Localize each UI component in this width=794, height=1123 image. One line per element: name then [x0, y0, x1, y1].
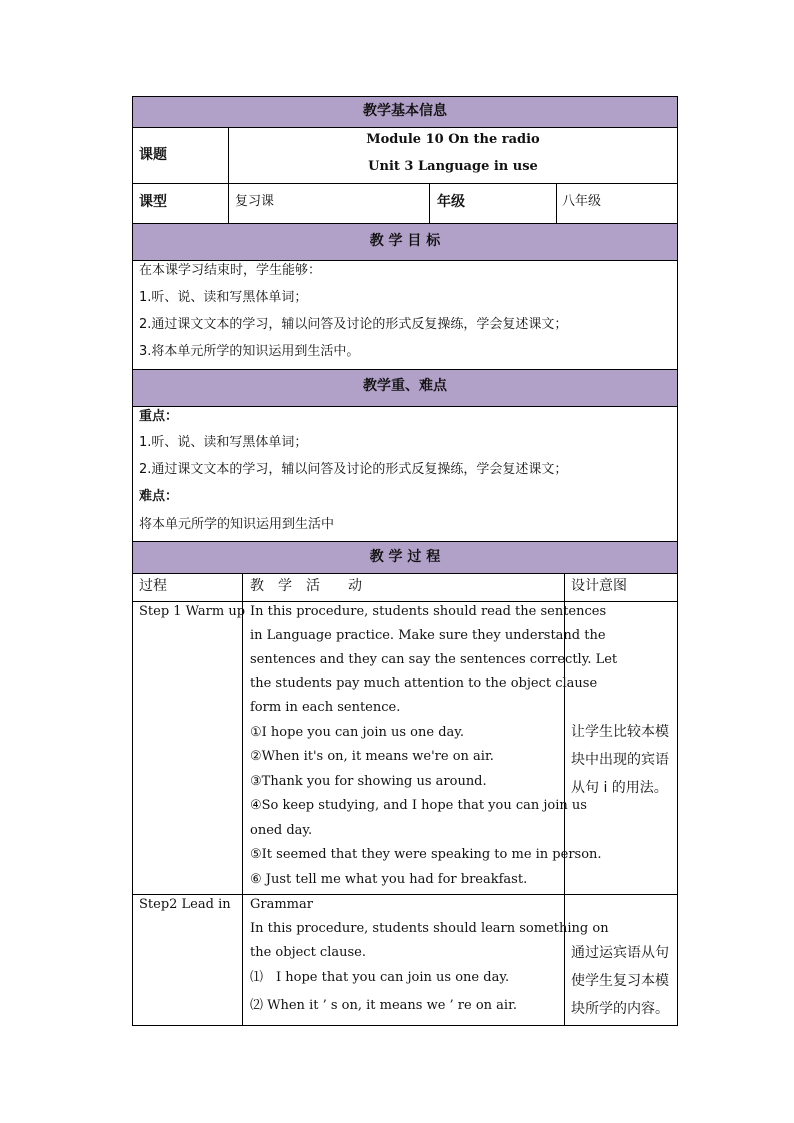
difficult-point-text: 将本单元所学的知识运用到生活中 [139, 517, 335, 532]
lesson-type-value: 复习课 [235, 194, 275, 209]
activity-line: sentences and they can say the sentences correctly. Let [250, 652, 618, 667]
activity-line: In this procedure, students should learn something on [250, 921, 609, 936]
objective-item: 2.通过课文文本的学习，辅以问答及讨论的形式反复操练，学会复述课文； [139, 317, 568, 332]
activity-line: ⑴ I hope that you can join us one day. [250, 970, 510, 985]
topic-label: 课题 [139, 147, 167, 163]
design-intent-line: 通过运宾语从句 [571, 945, 669, 961]
topic-line-1: Module 10 On the radio [366, 132, 540, 147]
process-step: Step 1 Warm up [139, 604, 246, 619]
objectives-intro: 在本课学习结束时，学生能够： [139, 263, 322, 278]
activity-line: oned day. [250, 823, 313, 838]
design-intent-line: 块所学的内容。 [571, 1001, 669, 1017]
key-point-item: 2.通过课文文本的学习，辅以问答及讨论的形式反复操练，学会复述课文； [139, 462, 568, 477]
activity-line: In this procedure, students should read the sentences [250, 604, 607, 619]
topic-line-2: Unit 3 Language in use [368, 159, 538, 174]
activity-line: ④So keep studying, and I hope that you can join us [250, 798, 587, 813]
design-intent-line: 从句 i 的用法。 [571, 780, 668, 796]
section-title-process: 教 学 过 程 [369, 549, 441, 565]
design-intent-line: 使学生复习本模 [571, 973, 669, 989]
section-title-basic-info: 教学基本信息 [363, 103, 447, 119]
process-col-intent: 设计意图 [571, 578, 627, 594]
grade-label: 年级 [437, 194, 465, 210]
objective-item: 1.听、说、读和写黑体单词； [139, 290, 308, 305]
activity-line: the students pay much attention to the object clause [250, 676, 598, 691]
process-col-activity: 教 学 活 动 [250, 578, 362, 594]
activity-line: ⑵ When it ’ s on, it means we ’ re on air. [250, 998, 517, 1013]
activity-line: the object clause. [250, 945, 366, 960]
key-point-item: 1.听、说、读和写黑体单词； [139, 435, 308, 450]
activity-line: ⑤It seemed that they were speaking to me in person. [250, 847, 602, 862]
grade-value: 八年级 [562, 194, 602, 209]
activity-line: ②When it's on, it means we're on air. [250, 749, 494, 764]
process-step: Step2 Lead in [139, 897, 231, 912]
activity-line: ①I hope you can join us one day. [250, 725, 465, 740]
objective-item: 3.将本单元所学的知识运用到生活中。 [139, 344, 360, 359]
activity-line: form in each sentence. [250, 700, 401, 715]
activity-line: in Language practice. Make sure they understand the [250, 628, 606, 643]
activity-line: Grammar [250, 897, 313, 912]
process-col-step: 过程 [139, 578, 167, 594]
key-points-label: 重点： [139, 409, 179, 424]
activity-line: ⑥ Just tell me what you had for breakfast. [250, 872, 528, 887]
activity-line: ③Thank you for showing us around. [250, 774, 487, 789]
section-title-key-points: 教学重、难点 [363, 378, 447, 394]
difficult-points-label: 难点： [139, 489, 179, 504]
lesson-type-label: 课型 [139, 194, 167, 210]
design-intent-line: 让学生比较本模 [571, 724, 669, 740]
design-intent-line: 块中出现的宾语 [571, 752, 669, 768]
section-title-objectives: 教 学 目 标 [369, 233, 441, 249]
